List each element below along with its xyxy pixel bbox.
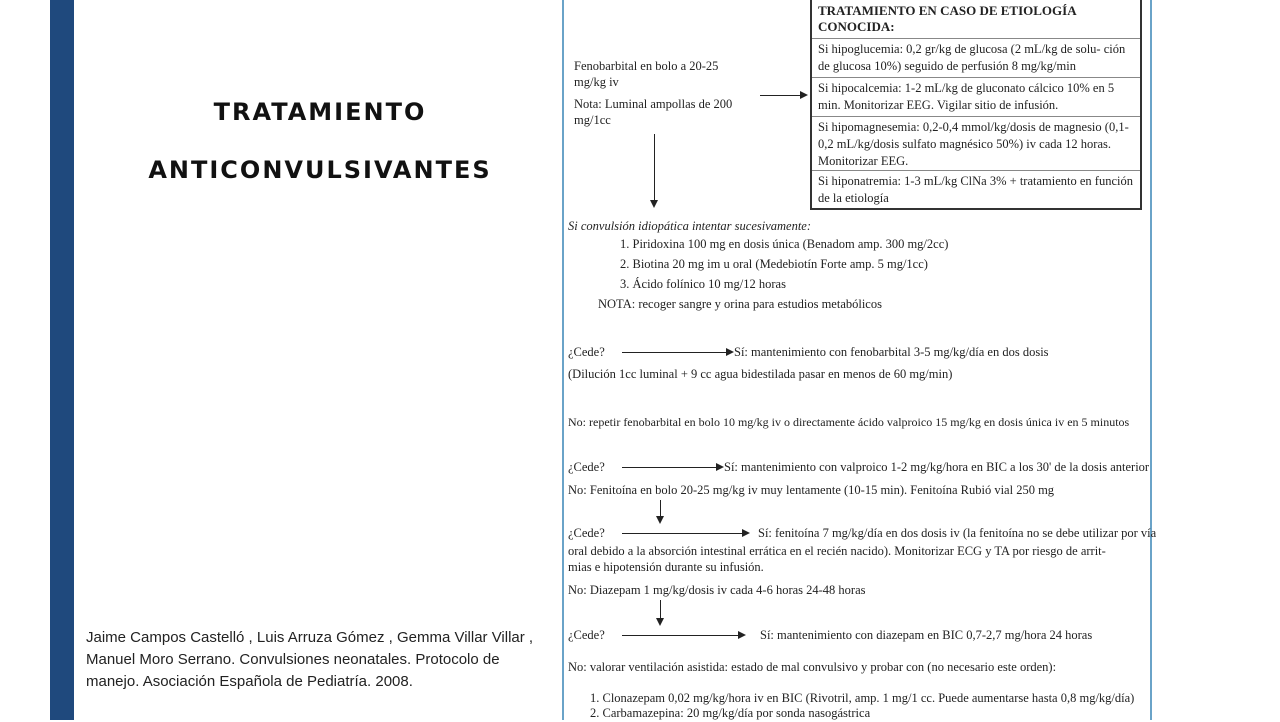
arrow-right-icon (800, 91, 808, 99)
step4-si: Sí: mantenimiento con diazepam en BIC 0,7-2,7 mg/hora 24 horas (760, 628, 1093, 642)
step3-no: No: Diazepam 1 mg/kg/dosis iv cada 4-6 horas 24-48 horas (568, 583, 866, 597)
box-heading-2: CONOCIDA: (818, 19, 895, 34)
step2-no: No: Fenitoína en bolo 20-25 mg/kg iv muy lentamente (10-15 min). Fenitoína Rubió vial 250 mg (568, 483, 1055, 497)
protocol-document-image (562, 0, 1157, 720)
arrow-down-icon (656, 516, 664, 524)
step1-no: No: repetir fenobarbital en bolo 10 mg/kg iv o directamente ácido valproico 15 mg/kg en dosis única iv en 5 minutos (568, 415, 1130, 429)
step1-si: Sí: mantenimiento con fenobarbital 3-5 mg/kg/día en dos dosis (734, 345, 1049, 359)
box-divider (812, 38, 1140, 39)
arrow-right-icon (742, 529, 750, 537)
step3-si-line-3: mias e hipotensión durante su infusión. (568, 560, 764, 574)
step3-si-line-2: oral debido a la absorción intestinal errática en el recién nacido). Monitorizar ECG y TA por riesgo de arrit- (568, 544, 1106, 558)
box-item-hipocalcemia: Si hipocalcemia: 1-2 mL/kg de gluconato cálcico 10% en 5 min. Monitorizar EEG. Vigilar sitio de infusión. (818, 81, 1115, 112)
arrow-to-box-line (760, 95, 800, 96)
step4-no: No: valorar ventilación asistida: estado de mal convulsivo y probar con (no necesario este orden): (568, 660, 1057, 674)
arrow-line (622, 352, 726, 353)
box-heading-1: TRATAMIENTO EN CASO DE ETIOLOGÍA (818, 3, 1077, 18)
arrow-line (622, 467, 716, 468)
slide-title (80, 80, 560, 196)
box-divider (812, 170, 1140, 171)
title-line-2: anticonvulsivantes (148, 147, 492, 187)
box-item-hiponatremia: Si hiponatremia: 1-3 mL/kg ClNa 3% + tratamiento en función de la etiología (818, 174, 1133, 205)
box-divider (812, 77, 1140, 78)
feno-line-1: Fenobarbital en bolo a 20-25 (574, 59, 719, 73)
step2-si: Sí: mantenimiento con valproico 1-2 mg/kg/hora en BIC a los 30' de la dosis anterior (724, 460, 1150, 474)
box-item-hipomagnesemia: Si hipomagnesemia: 0,2-0,4 mmol/kg/dosis de magnesio (0,1-0,2 mL/kg/dosis sulfato magnésico 50%) iv cada 12 horas. Monitorizar EEG. (818, 120, 1129, 168)
arrow-right-icon (716, 463, 724, 471)
arrow-down-icon (656, 618, 664, 626)
step3-si-line-1: Sí: fenitoína 7 mg/kg/día en dos dosis iv (la fenitoína no se debe utilizar por vía (758, 526, 1157, 540)
final-item: 1. Clonazepam 0,02 mg/kg/hora iv en BIC (Rivotril, amp. 1 mg/1 cc. Puede aumentarse hasta 0,8 mg/kg/día) (590, 691, 1135, 705)
cede-label: ¿Cede? (568, 526, 605, 540)
cede-label: ¿Cede? (568, 628, 605, 642)
feno-line-2: mg/kg iv (574, 75, 619, 89)
cede-label: ¿Cede? (568, 345, 605, 359)
arrow-line (622, 533, 742, 534)
step1-dilution: (Dilución 1cc luminal + 9 cc agua bidestilada pasar en menos de 60 mg/min) (568, 367, 953, 381)
box-item-hipoglucemia: Si hipoglucemia: 0,2 gr/kg de glucosa (2 mL/kg de solu- ción de glucosa 10%) seguido de perfusión 8 mg/kg/min (818, 42, 1126, 73)
idiopathic-item: 1. Piridoxina 100 mg en dosis única (Benadom amp. 300 mg/2cc) (620, 237, 949, 251)
nota-line-2: mg/1cc (574, 113, 611, 127)
idiopathic-item: 2. Biotina 20 mg im u oral (Medebiotín Forte amp. 5 mg/1cc) (620, 257, 928, 271)
idiopathic-note: NOTA: recoger sangre y orina para estudios metabólicos (598, 297, 882, 311)
arrow-down-line (660, 600, 661, 618)
idiopathic-heading: Si convulsión idiopática intentar sucesivamente: (568, 219, 812, 233)
citation-text: Jaime Campos Castelló , Luis Arruza Gómez , Gemma Villar Villar , Manuel Moro Serrano. Convulsiones neonatales. Protocolo de manejo. Asociación Española de Pediatría. 2008. (86, 629, 534, 690)
box-divider (812, 116, 1140, 117)
cede-label: ¿Cede? (568, 460, 605, 474)
arrow-right-icon (738, 631, 746, 639)
arrow-down-line (654, 134, 655, 200)
title-line-1: tratamiento (213, 89, 427, 129)
arrow-down-line (660, 500, 661, 516)
left-accent-bar (50, 0, 74, 720)
nota-line-1: Nota: Luminal ampollas de 200 (574, 97, 733, 111)
idiopathic-item: 3. Ácido folínico 10 mg/12 horas (620, 277, 786, 291)
arrow-line (622, 635, 738, 636)
arrow-right-icon (726, 348, 734, 356)
arrow-down-icon (650, 200, 658, 208)
final-item: 2. Carbamazepina: 20 mg/kg/día por sonda nasogástrica (590, 706, 871, 720)
etiology-box (810, 0, 1142, 210)
